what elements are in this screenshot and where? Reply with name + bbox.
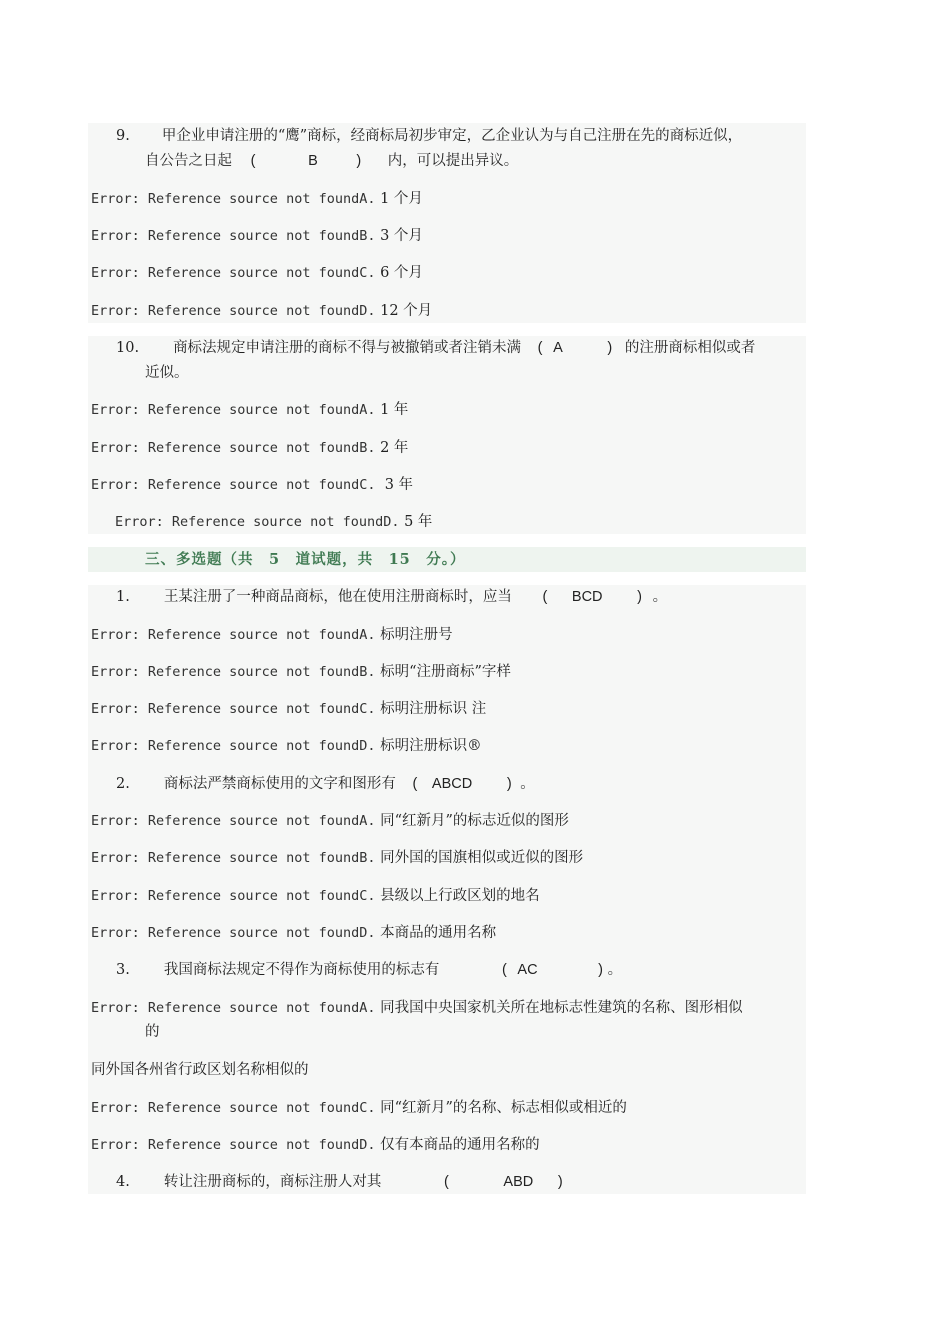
q9-option-a [91,189,423,209]
option-text: 标明“注册商标”字样 [380,664,511,680]
q10-line1 [116,338,755,358]
m2-option-d [91,923,496,943]
option-text: 3 个月 [380,228,423,244]
m2-number: 2. [116,776,130,792]
m4-paren-open: ( [443,1174,449,1190]
m3-plain-line [91,1060,309,1080]
q10-text-tail: 的注册商标相似或者 [624,340,756,356]
option-text: 3 年 [384,477,414,493]
m2-tail: 。 [520,776,535,792]
option-prefix: Error: Reference source not foundC. [91,265,376,281]
m3-paren-open: ( [501,962,507,978]
m2-text: 商标法严禁商标使用的文字和图形有 [163,776,396,792]
option-text: 6 个月 [380,265,423,281]
q10-band [88,336,806,534]
option-prefix: Error: Reference source not foundD. [91,303,376,319]
m3-option-d [91,1135,540,1155]
q9-number: 9. [116,128,130,144]
q9-text: 甲企业申请注册的“鹰”商标，经商标局初步审定，乙企业认为与自己注册在先的商标近似， [161,128,743,144]
option-text: 同“红新月”的标志近似的图形 [380,813,569,829]
option-text: 12 个月 [380,303,433,319]
option-text: 标明注册号 [380,627,453,643]
option-text: 同外国的国旗相似或近似的图形 [380,850,584,866]
option-text: 1 个月 [380,191,423,207]
m2-option-a [91,811,569,831]
option-text: 标明注册标识 注 [380,701,487,717]
m4-answer: ABD [503,1174,534,1190]
q10-answer: A [553,340,563,356]
option-prefix: Error: Reference source not foundD. [91,925,376,941]
q10-option-c [91,475,413,495]
m1-tail: 。 [652,589,668,605]
option-text: 2 年 [380,440,409,456]
m3-tail: 。 [607,962,623,978]
q10-number: 10. [116,340,140,356]
m1-option-d [91,736,482,756]
option-text: 同外国各州省行政区划名称相似的 [91,1062,309,1078]
option-prefix: Error: Reference source not foundD. [115,514,400,530]
q10-option-d [115,512,432,532]
q9-option-d [91,301,432,321]
option-prefix: Error: Reference source not foundB. [91,664,376,680]
option-prefix: Error: Reference source not foundA. [91,813,376,829]
m1-option-b [91,662,511,682]
m3-text: 我国商标法规定不得作为商标使用的标志有 [163,962,440,978]
option-prefix: Error: Reference source not foundB. [91,440,376,456]
q10-paren-close: ) [607,340,613,356]
section-title: 三、多选题（共 5 道试题，共 15 分。） [145,551,466,568]
option-prefix: Error: Reference source not foundD. [91,738,376,754]
m4-number: 4. [116,1174,130,1190]
option-prefix: Error: Reference source not foundD. [91,1137,376,1153]
q9-line1 [116,126,742,146]
m1-paren-close: ) [637,589,642,605]
q9-line2 [145,151,518,171]
option-prefix: Error: Reference source not foundA. [91,402,376,418]
option-text: 县级以上行政区划的地名 [380,888,540,904]
option-text: 同“红新月”的名称、标志相似或相近的 [380,1100,627,1116]
m2-option-c [91,886,540,906]
q10-option-a [91,400,408,420]
m4-text: 转让注册商标的，商标注册人对其 [163,1174,382,1190]
option-text: 本商品的通用名称 [380,925,497,941]
option-prefix: Error: Reference source not foundB. [91,228,376,244]
m3-option-a [91,998,743,1018]
option-text: 标明注册标识® [380,738,482,754]
m1-answer: BCD [571,589,603,605]
option-prefix: Error: Reference source not foundC. [91,701,376,717]
m1-option-a [91,625,453,645]
m3-answer: AC [517,962,538,978]
m1-number: 1. [116,589,130,605]
m4-line [116,1172,563,1192]
m1-option-c [91,699,486,719]
option-prefix: Error: Reference source not foundC. [91,1100,376,1116]
m3-paren-close: ) [598,962,604,978]
q9-text-tail: 内，可以提出异议。 [387,153,519,169]
m1-line [116,587,667,607]
option-text: 1 年 [380,402,409,418]
q9-answer: B [308,153,318,169]
m3-option-a-cont [145,1022,160,1042]
m2-answer: ABCD [431,776,473,792]
m1-paren-open: ( [542,589,548,605]
option-prefix: Error: Reference source not foundC. [91,477,376,493]
option-text: 5 年 [404,514,433,530]
m2-paren-close: ) [506,776,512,792]
q10-paren-open: ( [537,340,543,356]
q9-paren-open: ( [250,153,256,169]
option-prefix: Error: Reference source not foundA. [91,191,376,207]
q10-line2 [145,363,189,383]
m3-number: 3. [116,962,130,978]
m1-text: 王某注册了一种商品商标，他在使用注册商标时，应当 [163,589,512,605]
option-prefix: Error: Reference source not foundA. [91,1000,376,1016]
option-prefix: Error: Reference source not foundB. [91,850,376,866]
q9-option-b [91,226,423,246]
m2-line [116,774,535,794]
q10-option-b [91,438,408,458]
m3-option-c [91,1098,627,1118]
q10-text-cont: 近似。 [145,365,189,381]
q9-option-c [91,263,423,283]
option-prefix: Error: Reference source not foundC. [91,888,376,904]
m4-paren-close: ) [557,1174,563,1190]
m2-paren-open: ( [412,776,418,792]
q10-text: 商标法规定申请注册的商标不得与被撤销或者注销未满 [173,340,522,356]
q9-paren-close: ) [356,153,362,169]
option-text: 同我国中央国家机关所在地标志性建筑的名称、图形相似 [380,1000,743,1016]
m2-option-b [91,848,583,868]
q9-text-cont: 自公告之日起 [145,153,232,169]
m3-line [116,960,622,980]
option-text-cont: 的 [145,1024,160,1040]
option-text: 仅有本商品的通用名称的 [380,1137,540,1153]
option-prefix: Error: Reference source not foundA. [91,627,376,643]
